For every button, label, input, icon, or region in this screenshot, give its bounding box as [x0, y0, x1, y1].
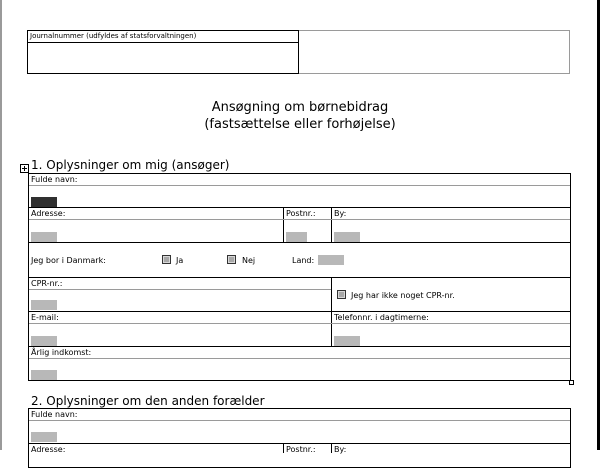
s1-postal-input[interactable]: [286, 232, 307, 242]
s1-full-name-input[interactable]: [31, 197, 57, 207]
journal-number-input[interactable]: [28, 43, 298, 73]
s1-row-divider-5: [29, 346, 570, 347]
s1-postal-city-divider: [331, 207, 332, 242]
s1-country-label: Land:: [292, 256, 315, 265]
s1-row-divider-2: [29, 242, 570, 243]
s1-email-label: E-mail:: [31, 313, 59, 322]
form-title: Ansøgning om børnebidrag: [211, 100, 389, 115]
s1-phone-label: Telefonnr. i dagtimerne:: [334, 313, 429, 322]
s1-email-input[interactable]: [31, 336, 57, 346]
s2-postal-city-divider: [331, 443, 332, 453]
s1-row-divider-4: [29, 311, 570, 312]
s1-cpr-line: [29, 289, 331, 290]
s1-no-cpr-label: Jeg har ikke noget CPR-nr.: [351, 291, 455, 300]
section2-table: [28, 408, 571, 468]
s1-yes-checkbox[interactable]: [162, 255, 171, 264]
s1-income-label: Årlig indkomst:: [31, 348, 92, 357]
journal-side-box: [299, 30, 570, 74]
s1-no-checkbox[interactable]: [227, 255, 236, 264]
s1-no-label: Nej: [242, 256, 256, 265]
s1-city-input[interactable]: [334, 232, 360, 242]
journal-number-label: Journalnummer (udfyldes af statsforvaltningen): [30, 32, 197, 40]
table-move-handle[interactable]: [20, 164, 29, 173]
s1-income-input[interactable]: [31, 370, 57, 380]
s1-postal-label: Postnr.:: [286, 209, 316, 218]
s2-full-name-label: Fulde navn:: [31, 410, 78, 419]
s1-yes-label: Ja: [176, 256, 184, 265]
s2-full-name-input[interactable]: [31, 432, 57, 442]
s1-city-label: By:: [334, 209, 347, 218]
page-edge-left: [0, 0, 2, 450]
s1-no-cpr-checkbox[interactable]: [337, 290, 346, 299]
s1-address-input[interactable]: [31, 232, 57, 242]
s1-lives-in-dk-label: Jeg bor i Danmark:: [31, 256, 106, 265]
s2-row-divider-1: [29, 443, 570, 444]
s1-address-label: Adresse:: [31, 209, 66, 218]
s1-email-line: [29, 323, 570, 324]
s1-phone-input[interactable]: [334, 336, 360, 346]
s1-address-line: [29, 219, 570, 220]
table-resize-handle[interactable]: [569, 380, 574, 385]
form-subtitle: (fastsættelse eller forhøjelse): [204, 117, 396, 132]
s1-full-name-line: [29, 185, 570, 186]
s1-cpr-input[interactable]: [31, 300, 57, 310]
s1-country-input[interactable]: [318, 255, 344, 265]
s1-address-postal-divider: [283, 207, 284, 242]
section2-heading: 2. Oplysninger om den anden forælder: [31, 394, 265, 408]
s1-email-phone-divider: [331, 311, 332, 346]
s1-cpr-label: CPR-nr.:: [31, 279, 63, 288]
s1-row-divider-3: [29, 277, 570, 278]
s1-cpr-divider: [331, 277, 332, 312]
s2-address-postal-divider: [283, 443, 284, 453]
s2-postal-label: Postnr.:: [286, 445, 316, 454]
s2-full-name-line: [29, 420, 570, 421]
s1-row-divider-1: [29, 207, 570, 208]
s2-address-label: Adresse:: [31, 445, 66, 454]
s1-income-line: [29, 358, 570, 359]
s2-city-label: By:: [334, 445, 347, 454]
s1-full-name-label: Fulde navn:: [31, 175, 78, 184]
section1-heading: 1. Oplysninger om mig (ansøger): [31, 158, 230, 172]
